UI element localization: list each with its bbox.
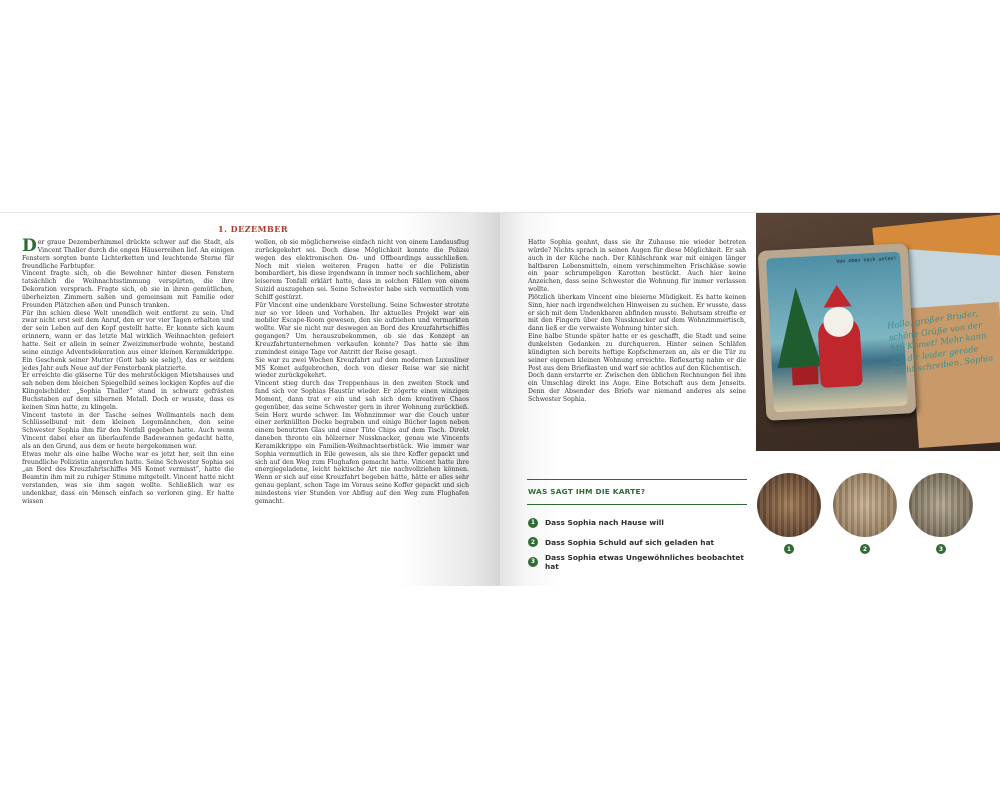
clue-images [757, 473, 977, 563]
book-spread [0, 212, 1000, 585]
paragraph: wollen, ob sie möglicherweise einfach nicht von einem Landausflug zurückgekehrt sei. Doch diese Möglichkeit konnte die Polizei wegen des elektronischen On- und Offboardings ausschließen. Noch mit vielen weiteren Fragen hatte er die Polizistin bombardiert, bis diese irgendwann in immer noch sachlichem, aber leiserem Tonfall erklärt hatte, dass in solchen Fällen von einem Suizid auszugehen sei. Seine Schwester habe sich vermutlich vom Schiff gestürzt. [255, 239, 469, 301]
clue-badge-2: 2 [860, 544, 870, 554]
text-column-2 [255, 239, 469, 506]
option-text: Dass Sophia etwas Ungewöhnliches beobachtet hat [545, 552, 744, 571]
postcard-note: Von oben nach unten! [836, 255, 897, 265]
paragraph: Der graue Dezemberhimmel drückte schwer auf die Stadt, als Vincent Thaller durch die engen Häuserreihen lief. An einigen Fenstern sorgten bunte Lichterketten und leuchtende Sterne für freundliche Farbtupfer. [22, 236, 234, 270]
drop-cap: D [22, 236, 37, 256]
left-page [0, 213, 500, 586]
text-column-3 [528, 239, 746, 404]
paragraph: Doch dann erstarrte er. Zwischen den üblichen Rechnungen fiel ihm ein Umschlag direkt ins Auge. Eine Botschaft aus dem Jenseits. Denn der Absender des Briefs war niemand anderes als seine Schwester Sophia. [528, 372, 746, 403]
christmas-tree-icon [774, 286, 822, 368]
clue-image-3[interactable] [909, 473, 973, 537]
text-column-1 [22, 236, 234, 506]
clue-badge-1: 1 [784, 544, 794, 554]
quiz-option-2[interactable] [528, 533, 753, 553]
paragraph: Vincent stieg durch das Treppenhaus in den zweiten Stock und fand sich vor Sophias Haustür wieder. Er zögerte einen winzigen Moment, dann trat er ein und sah sich dem kreativen Chaos gegenüber, das seine Schwester gern in ihrer Wohnung zurückließ. Sein Herz wurde schwer. Im Wohnzimmer war die Couch unter einer zerknüllten Decke begraben und einige Bücher lagen neben einem benutzten Glas und einer Tüte Chips auf dem Tisch. Direkt daneben thronte ein hölzerner Nussknacker, genau wie Vincents Keramikkrippe ein Familien-Weihnachtserbstück. Wie immer war Sophia vermutlich in Eile gewesen, als sie ihre Koffer gepackt und sich auf den Weg zum Flughafen gemacht hatte. Vincent hatte ihre energiegeladene, leicht hektische Art nie nachvollziehen können. Wenn er sich auf eine Kreuzfahrt begeben hätte, hätte er alles sehr genau geplant, schon Tage im Voraus seine Koffer gepackt und sich mindestens vier Stunden vor Abflug auf den Weg zum Flughafen gemacht. [255, 380, 469, 505]
paragraph: Er erreichte die gläserne Tür des mehrstöckigen Mietshauses und sah neben dem bleichen Spiegelbild seines lockigen Kopfes auf die Klingelschilder. „Sophia Thaller“ stand in schwarz gefrästen Buchstaben auf dem silbernen Metall. Doch er wusste, dass es keinen Sinn hatte, zu klingeln. [22, 372, 234, 411]
clue-image-2[interactable] [833, 473, 897, 537]
option-number-badge: 1 [528, 518, 538, 528]
option-number-badge: 2 [528, 537, 538, 547]
paragraph: Vincent fragte sich, ob die Bewohner hinter diesen Fenstern tatsächlich die Weihnachtsstimmung verspürten, die ihre Dekoration versprach. Fragte sich, ob sie in ihren gemütlichen, überheizten Zimmern saßen und gemeinsam mit Familie oder Freunden Plätzchen aßen und Punsch tranken. [22, 270, 234, 309]
paragraph: Für ihn schien diese Welt unendlich weit entfernt zu sein. Und zwar nicht erst seit dem Anruf, den er vor vier Tagen erhalten und der sein Leben auf den Kopf gestellt hatte. Er konnte sich kaum erinnern, wann er das letzte Mal wirklich Weihnachten gefeiert hatte. Seit er allein in seiner Zweizimmerbude wohnte, bestand seine einzige Adventsdekoration aus einer kleinen Keramikkrippe. Ein Geschenk seiner Mutter (Gott hab sie selig!), das er seitdem jedes Jahr aufs Neue auf der Fensterbank platzierte. [22, 309, 234, 372]
santa-hat-icon [823, 284, 852, 307]
quiz-divider-top [527, 479, 747, 480]
option-text: Dass Sophia Schuld auf sich geladen hat [545, 537, 715, 547]
paragraph: Vincent tastete in der Tasche seines Wollmantels nach dem Schlüsselbund mit dem kleinen Legomännchen, den seine Schwester Sophia ihm für den Notfall gegeben hatte. Auch wenn Vincent dabei eher an überlaufende Badewannen gedacht hatte, als an den Grund, aus dem er heute hergekommen war. [22, 411, 234, 450]
option-number-badge: 3 [528, 557, 538, 567]
gift-icon [792, 366, 819, 385]
quiz-title: WAS SAGT IHM DIE KARTE? [528, 487, 646, 496]
clue-badge-3: 3 [936, 544, 946, 554]
clue-image-1[interactable] [757, 473, 821, 537]
quiz-option-3[interactable] [528, 552, 753, 572]
paragraph: Eine halbe Stunde später hatte er es geschafft, die Stadt und seine dunkelsten Gedanken zu durchqueren. Hinter seinen Schläfen kündigten sich bereits heftige Kopfschmerzen an, als er die Tür zu seiner eigenen kleinen Wohnung erreichte. Reflexartig nahm er die Post aus dem Briefkasten und warf sie achtlos auf den Küchentisch. [528, 333, 746, 372]
paragraph: Für Vincent eine undenkbare Vorstellung. Seine Schwester strotzte nur so vor Ideen und Vorhaben. Ihr aktuelles Projekt war ein mobiler Escape-Room gewesen, den sie aufziehen und vermarkten wollte. War sie nicht nur deswegen an Bord des Kreuzfahrtschiffes gegangen? Um herauszubekommen, ob sie das Konzept an Kreuzfahrtunternehmen verkaufen konnte? Das hatte sie ihm zumindest einige Tage vor Antritt der Reise gesagt. [255, 301, 469, 356]
paragraph: Plötzlich überkam Vincent eine bleierne Müdigkeit. Es hatte keinen Sinn, hier nach irgendwelchen Hinweisen zu suchen. Er wusste, dass er sich mit dem Undenkbaren abfinden musste. Behutsam streifte er mit den Fingern über den Nussknacker auf dem Wohnzimmertisch, dann ließ er die verwaiste Wohnung hinter sich. [528, 293, 746, 333]
paragraph: Etwas mehr als eine halbe Woche war es jetzt her, seit ihn eine freundliche Polizistin angerufen hatte. Seine Schwester Sophia sei „an Bord des Kreuzfahrtschiffes MS Komet vermisst“, hatte die Beamtin ihm mit zu ruhiger Stimme mitgeteilt. Vincent hatte nicht verstanden, was sie ihm sagen wollte. Schließlich war es undenkbar, dass ein Mensch einfach so verloren ging. Er hatte wissen [22, 450, 234, 505]
quiz-option-1[interactable] [528, 513, 753, 533]
paragraph: Sie war zu zwei Wochen Kreuzfahrt auf dem modernen Luxusliner MS Komet aufgebrochen, doch von dieser Reise war sie nicht wieder zurückgekehrt. [255, 356, 469, 380]
option-text: Dass Sophia nach Hause will [545, 518, 664, 528]
chapter-heading: 1. DEZEMBER [218, 224, 288, 234]
quiz-options [528, 513, 753, 572]
paragraph: Hatte Sophia geahnt, dass sie ihr Zuhause nie wieder betreten würde? Nichts sprach in seinen Augen für diese Möglichkeit. Er sah auch in der Küche nach. Der Kühlschrank war mit einigen länger haltbaren Lebensmitteln, einem verschimmelten Frischkäse sowie ein paar schrumpeligen Karotten bestückt. Auch hier keine Anzeichen, dass seine Schwester die Wohnung für immer verlassen wollte. [528, 239, 746, 294]
postcard-illustration [766, 252, 908, 413]
postcard-photo [756, 213, 1000, 451]
handwritten-message: Hallo, großer Bruder, schöne Grüße von der MS Komet! Mehr kann ich dir leider gerade nicht schreiben. Sophia [886, 308, 994, 377]
quiz-divider [527, 504, 747, 505]
